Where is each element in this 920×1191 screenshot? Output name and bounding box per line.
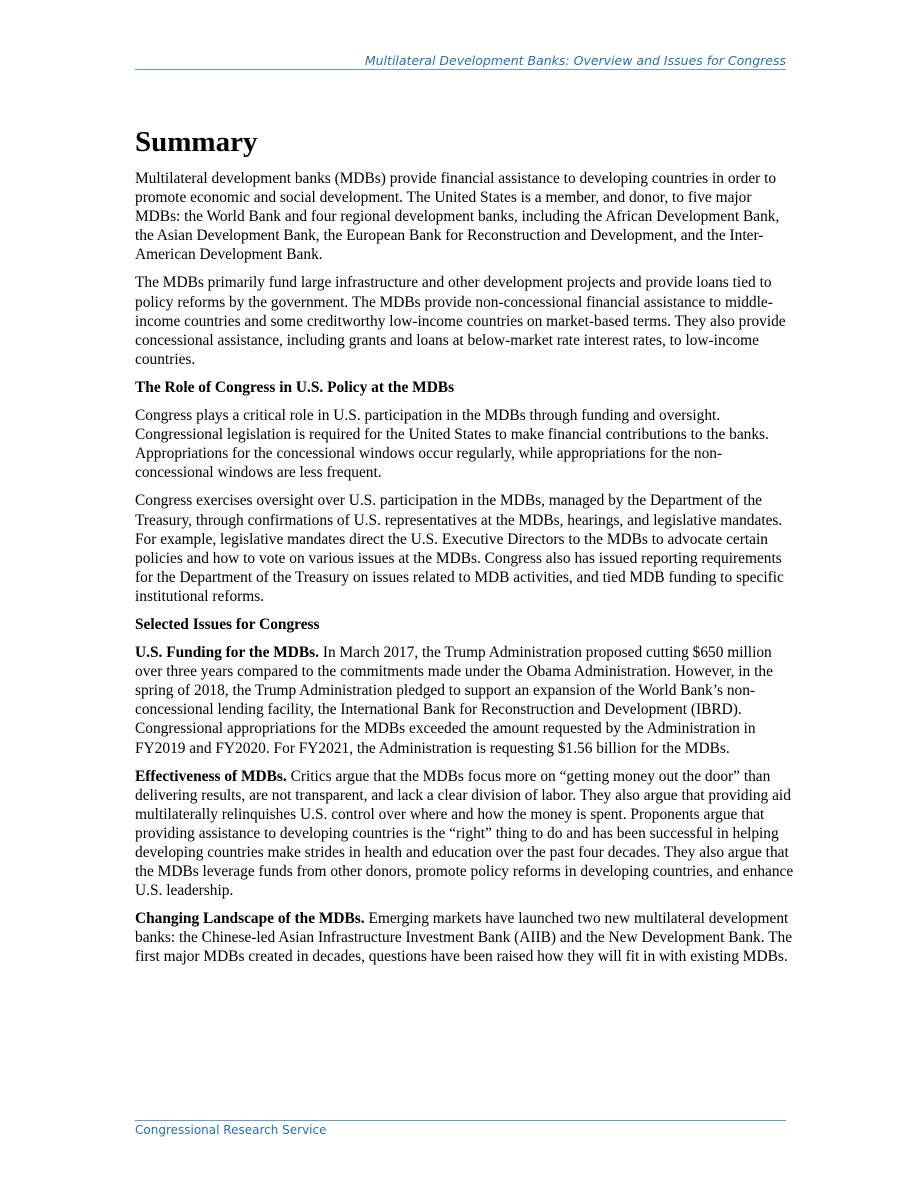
summary-content	[135, 124, 795, 976]
issue-effectiveness-text: Critics argue that the MDBs focus more on “getting money out the door” than delivering results, are not transparent, and lack a clear division of labor. They also argue that providing aid multilaterally relinquishes U.S. control over where and how the money is spent. Proponents argue that providing assistance to developing countries is the “right” thing to do and has been successful in helping developing countries make strides in health and education over the past four decades. They also argue that the MDBs leverage funds from other donors, promote policy reforms in developing countries, and enhance U.S. leadership.	[135, 767, 794, 900]
header-divider	[135, 69, 786, 70]
issue-funding-text: In March 2017, the Trump Administration proposed cutting $650 million over three years compared to the commitments made under the Obama Administration. However, in the spring of 2018, the Trump Administration pledged to support an expansion of the World Bank’s non-concessional lending facility, the International Bank for Reconstruction and Development (IBRD). Congressional appropriations for the MDBs exceeded the amount requested by the Administration in FY2019 and FY2020. For FY2021, the Administration is requesting $1.56 billion for the MDBs.	[135, 644, 773, 757]
role-paragraph-2: Congress exercises oversight over U.S. participation in the MDBs, managed by the Department of the Treasury, through confirmations of U.S. representatives at the MDBs, hearings, and legislative mandates. For example, legislative mandates direct the U.S. Executive Directors to the MDBs to advocate certain policies and how to vote on various issues at the MDBs. Congress also has issued reporting requirements for the Department of the Treasury on issues related to MDB activities, and tied MDB funding to specific institutional reforms.	[135, 492, 784, 605]
summary-paragraph-2: The MDBs primarily fund large infrastructure and other development projects and provide loans tied to policy reforms by the government. The MDBs provide non-concessional financial assistance to middle-income countries and some creditworthy low-income countries on market-based terms. They also provide concessional assistance, including grants and loans at below-market rate interest rates, to low-income countries.	[135, 274, 786, 368]
section-heading-role-of-congress: The Role of Congress in U.S. Policy at the MDBs	[135, 378, 455, 396]
issue-effectiveness-paragraph	[135, 767, 795, 901]
issue-funding-lead: U.S. Funding for the MDBs.	[135, 644, 320, 662]
page-title: Summary	[135, 126, 258, 158]
issue-landscape-text: Emerging markets have launched two new multilateral development banks: the Chinese-led Asian Infrastructure Investment Bank (AIIB) and the New Development Bank. The first major MDBs created in decades, questions have been raised how they will fit in with existing MDBs.	[135, 910, 793, 966]
issue-landscape-paragraph	[135, 909, 795, 966]
section-heading-selected-issues: Selected Issues for Congress	[135, 615, 320, 633]
summary-paragraph-1: Multilateral development banks (MDBs) provide financial assistance to developing countries in order to promote economic and social development. The United States is a member, and donor, to five major MDBs: the World Bank and four regional development banks, including the African Development Bank, the Asian Development Bank, the European Bank for Reconstruction and Development, and the Inter-American Development Bank.	[135, 170, 780, 264]
running-header: Multilateral Development Banks: Overview and Issues for Congress	[364, 53, 786, 68]
issue-effectiveness-lead: Effectiveness of MDBs.	[135, 767, 287, 785]
issue-funding-paragraph	[135, 643, 795, 758]
role-paragraph-1: Congress plays a critical role in U.S. participation in the MDBs through funding and oversight. Congressional legislation is required for the United States to make financial contributions to the banks. Appropriations for the concessional windows occur regularly, while appropriations for the non-concessional windows are less frequent.	[135, 407, 769, 482]
footer-source: Congressional Research Service	[135, 1123, 327, 1137]
footer-divider	[135, 1120, 786, 1121]
issue-landscape-lead: Changing Landscape of the MDBs.	[135, 910, 365, 928]
